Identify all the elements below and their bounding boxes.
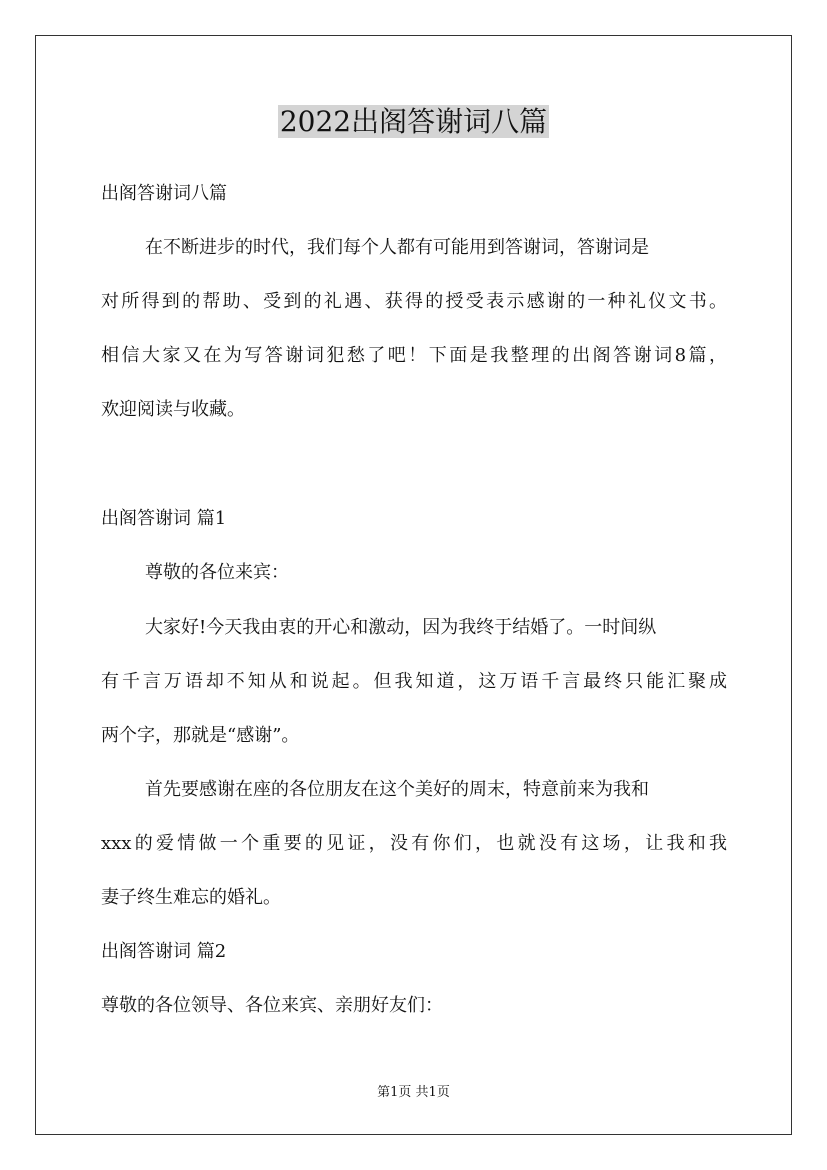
section1-paragraph-line: 妻子终生难忘的婚礼。 [101, 887, 281, 908]
document-title [0, 104, 827, 140]
section2-heading: 出阁答谢词 篇2 [101, 941, 227, 962]
page-footer: 第1页 共1页 [377, 1085, 450, 1100]
section1-paragraph-line: 大家好!今天我由衷的开心和激动，因为我终于结婚了。一时间纵 [145, 617, 657, 638]
section1-paragraph-line: 两个字，那就是“感谢”。 [101, 725, 300, 746]
intro-line: 欢迎阅读与收藏。 [101, 399, 245, 420]
section2-salutation: 尊敬的各位领导、各位来宾、亲朋好友们： [101, 995, 443, 1016]
intro-line: 相信大家又在为写答谢词犯愁了吧！下面是我整理的出阁答谢词8篇， [101, 345, 727, 366]
intro-line: 在不断进步的时代，我们每个人都有可能用到答谢词，答谢词是 [145, 237, 649, 258]
section-heading: 出阁答谢词八篇 [101, 183, 227, 204]
section1-paragraph-line: 首先要感谢在座的各位朋友在这个美好的周末，特意前来为我和 [145, 779, 649, 800]
intro-line: 对所得到的帮助、受到的礼遇、获得的授受表示感谢的一种礼仪文书。 [101, 291, 727, 312]
section1-paragraph-line: 有千言万语却不知从和说起。但我知道，这万语千言最终只能汇聚成 [101, 671, 727, 692]
section1-salutation: 尊敬的各位来宾： [145, 562, 289, 583]
section1-paragraph-line: xxx的爱情做一个重要的见证，没有你们，也就没有这场，让我和我 [101, 833, 727, 854]
document-title-text: 2022出阁答谢词八篇 [279, 105, 548, 138]
section1-heading: 出阁答谢词 篇1 [101, 508, 227, 529]
